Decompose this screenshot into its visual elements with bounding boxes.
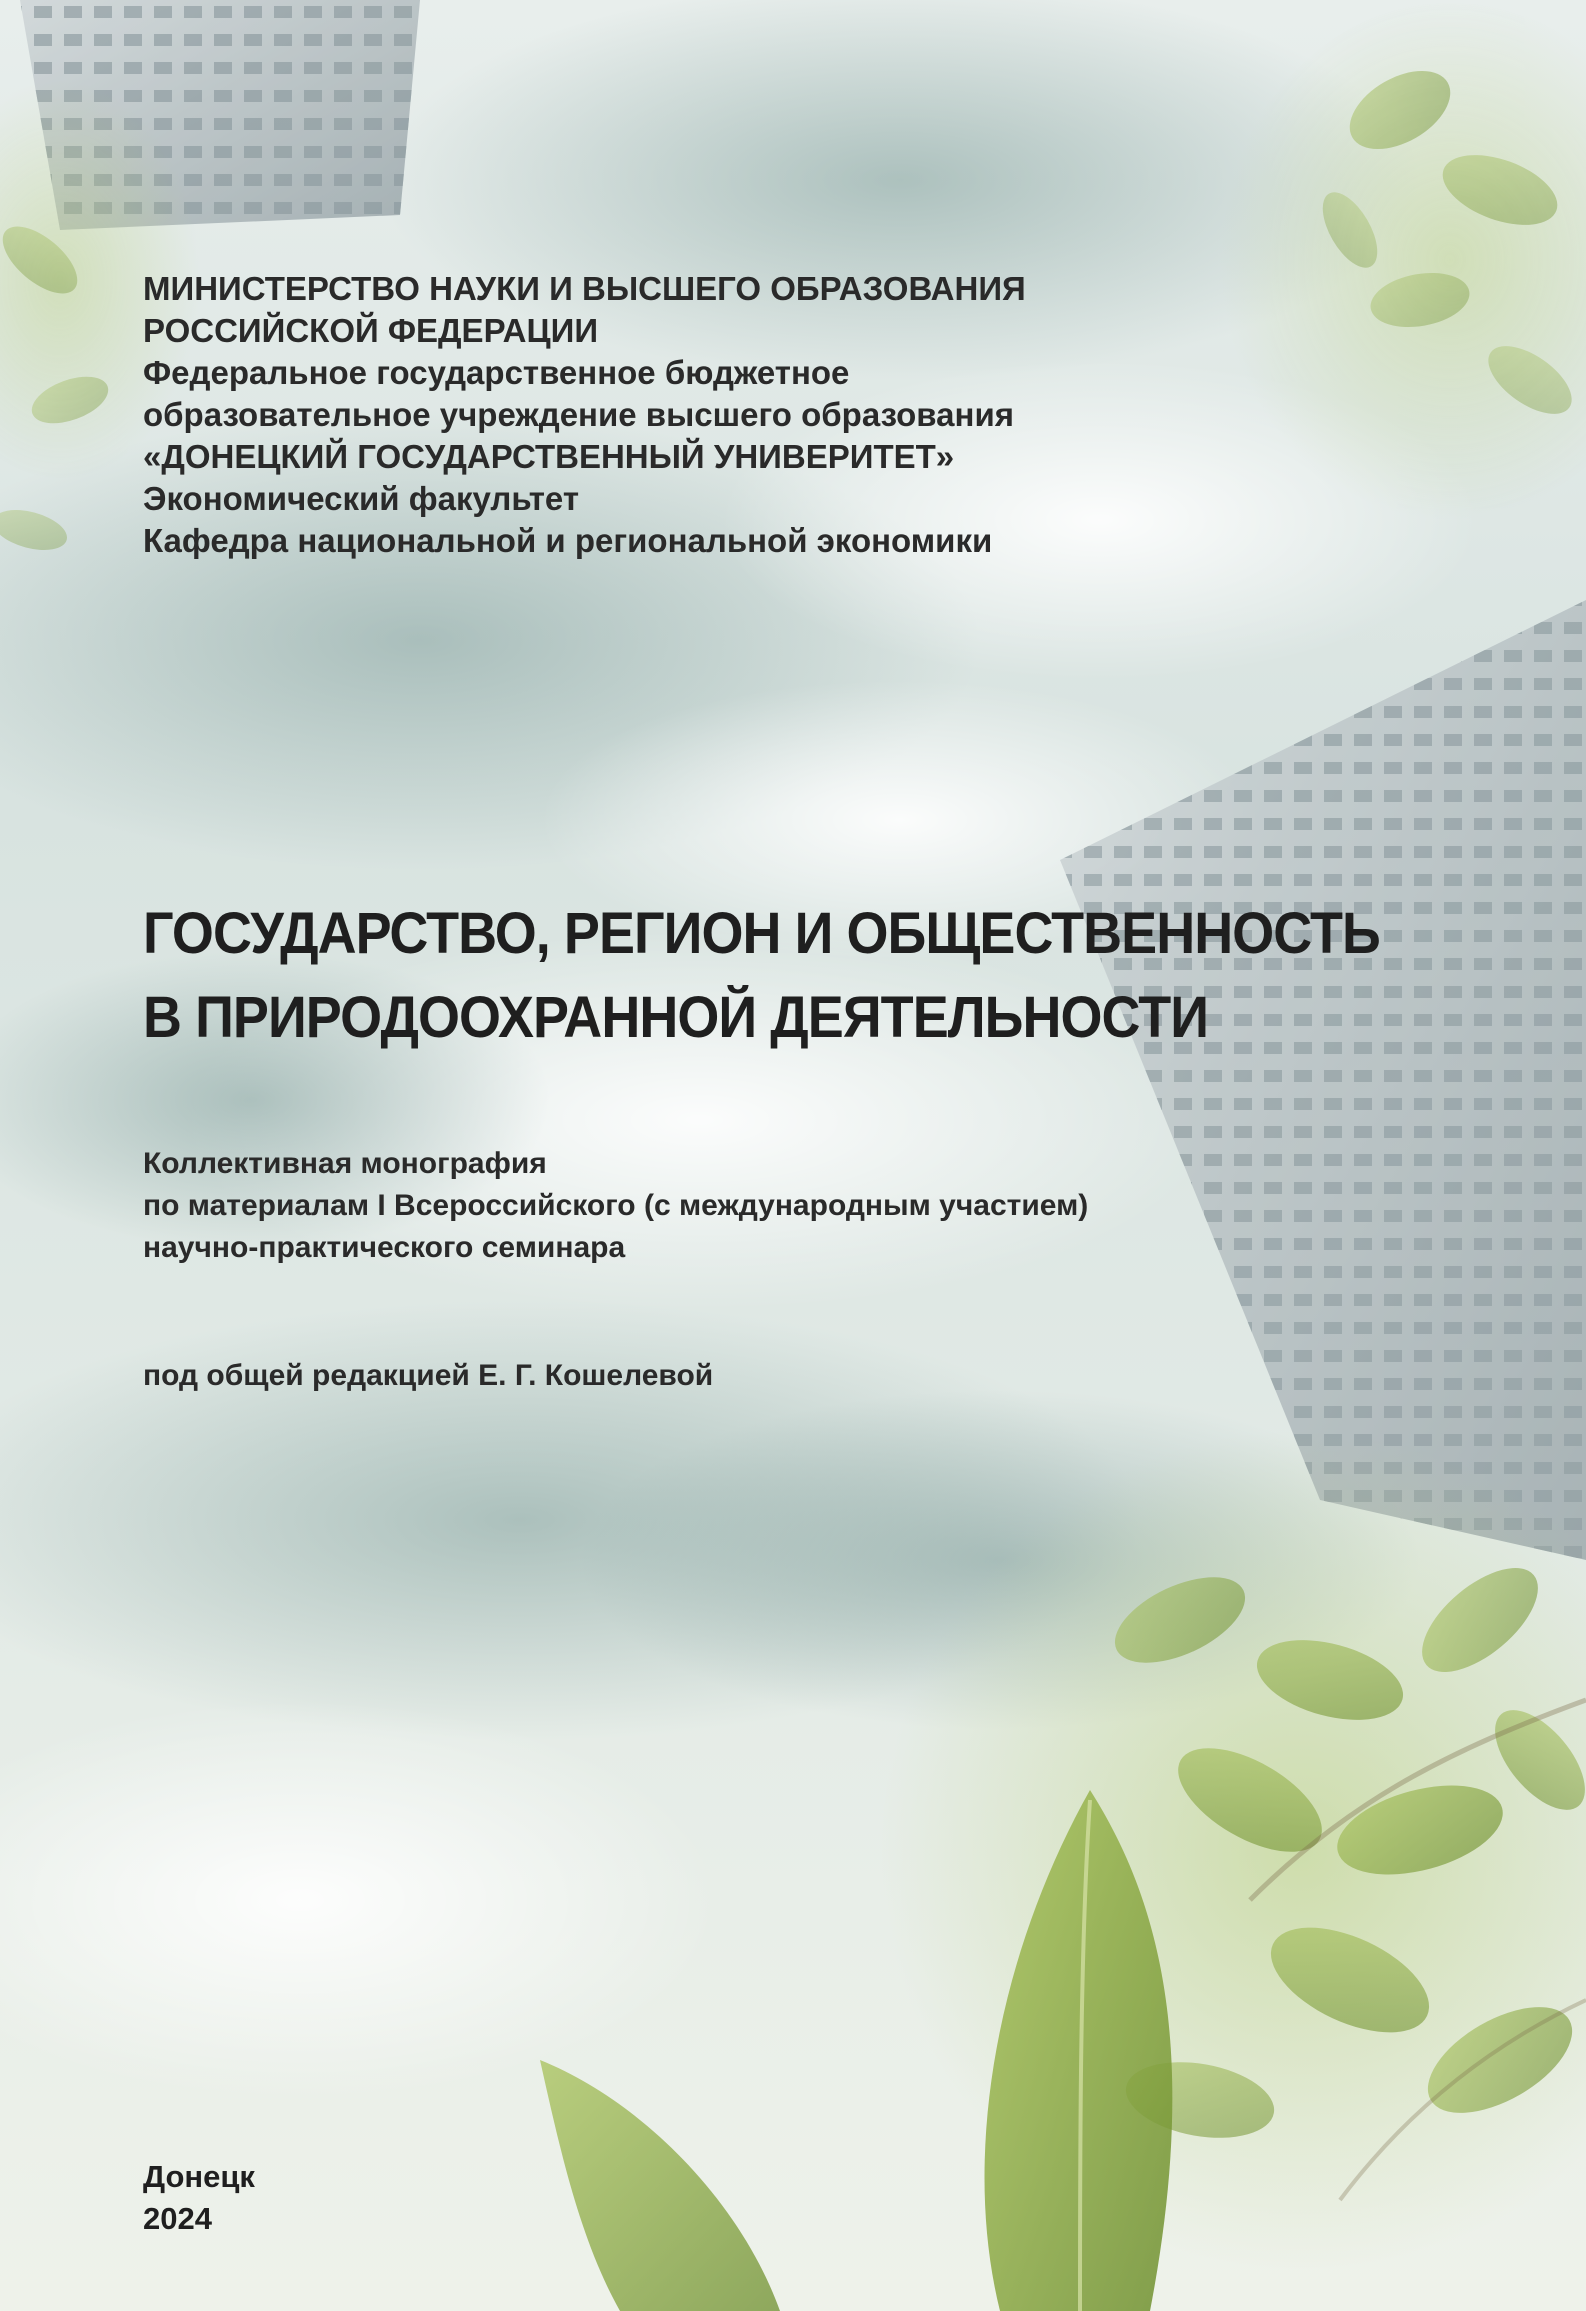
title-line: В ПРИРОДООХРАННОЙ ДЕЯТЕЛЬНОСТИ <box>143 985 1209 1050</box>
title-line: ГОСУДАРСТВО, РЕГИОН И ОБЩЕСТВЕННОСТЬ <box>143 901 1380 966</box>
editor-credit: под общей редакцией Е. Г. Кошелевой <box>143 1359 714 1392</box>
subtitle-line: по материалам I Всероссийского (с международным участием) <box>143 1189 1089 1222</box>
institution-line: Экономический факультет <box>143 480 580 517</box>
institution-line: Кафедра национальной и региональной экономики <box>143 522 993 559</box>
book-title <box>143 892 1443 1060</box>
subtitle-line: научно-практического семинара <box>143 1231 626 1264</box>
imprint-city: Донецк <box>143 2159 255 2194</box>
institution-block <box>143 268 1293 562</box>
subtitle-line: Коллективная монография <box>143 1147 547 1180</box>
institution-line: образовательное учреждение высшего образования <box>143 396 1014 433</box>
institution-line: РОССИЙСКОЙ ФЕДЕРАЦИИ <box>143 312 599 349</box>
imprint <box>143 2156 255 2240</box>
institution-line: Федеральное государственное бюджетное <box>143 354 850 391</box>
imprint-year: 2024 <box>143 2201 212 2236</box>
institution-line: «ДОНЕЦКИЙ ГОСУДАРСТВЕННЫЙ УНИВЕРИТЕТ» <box>143 438 955 475</box>
book-subtitle <box>143 1143 1443 1269</box>
institution-line: МИНИСТЕРСТВО НАУКИ И ВЫСШЕГО ОБРАЗОВАНИЯ <box>143 270 1026 307</box>
